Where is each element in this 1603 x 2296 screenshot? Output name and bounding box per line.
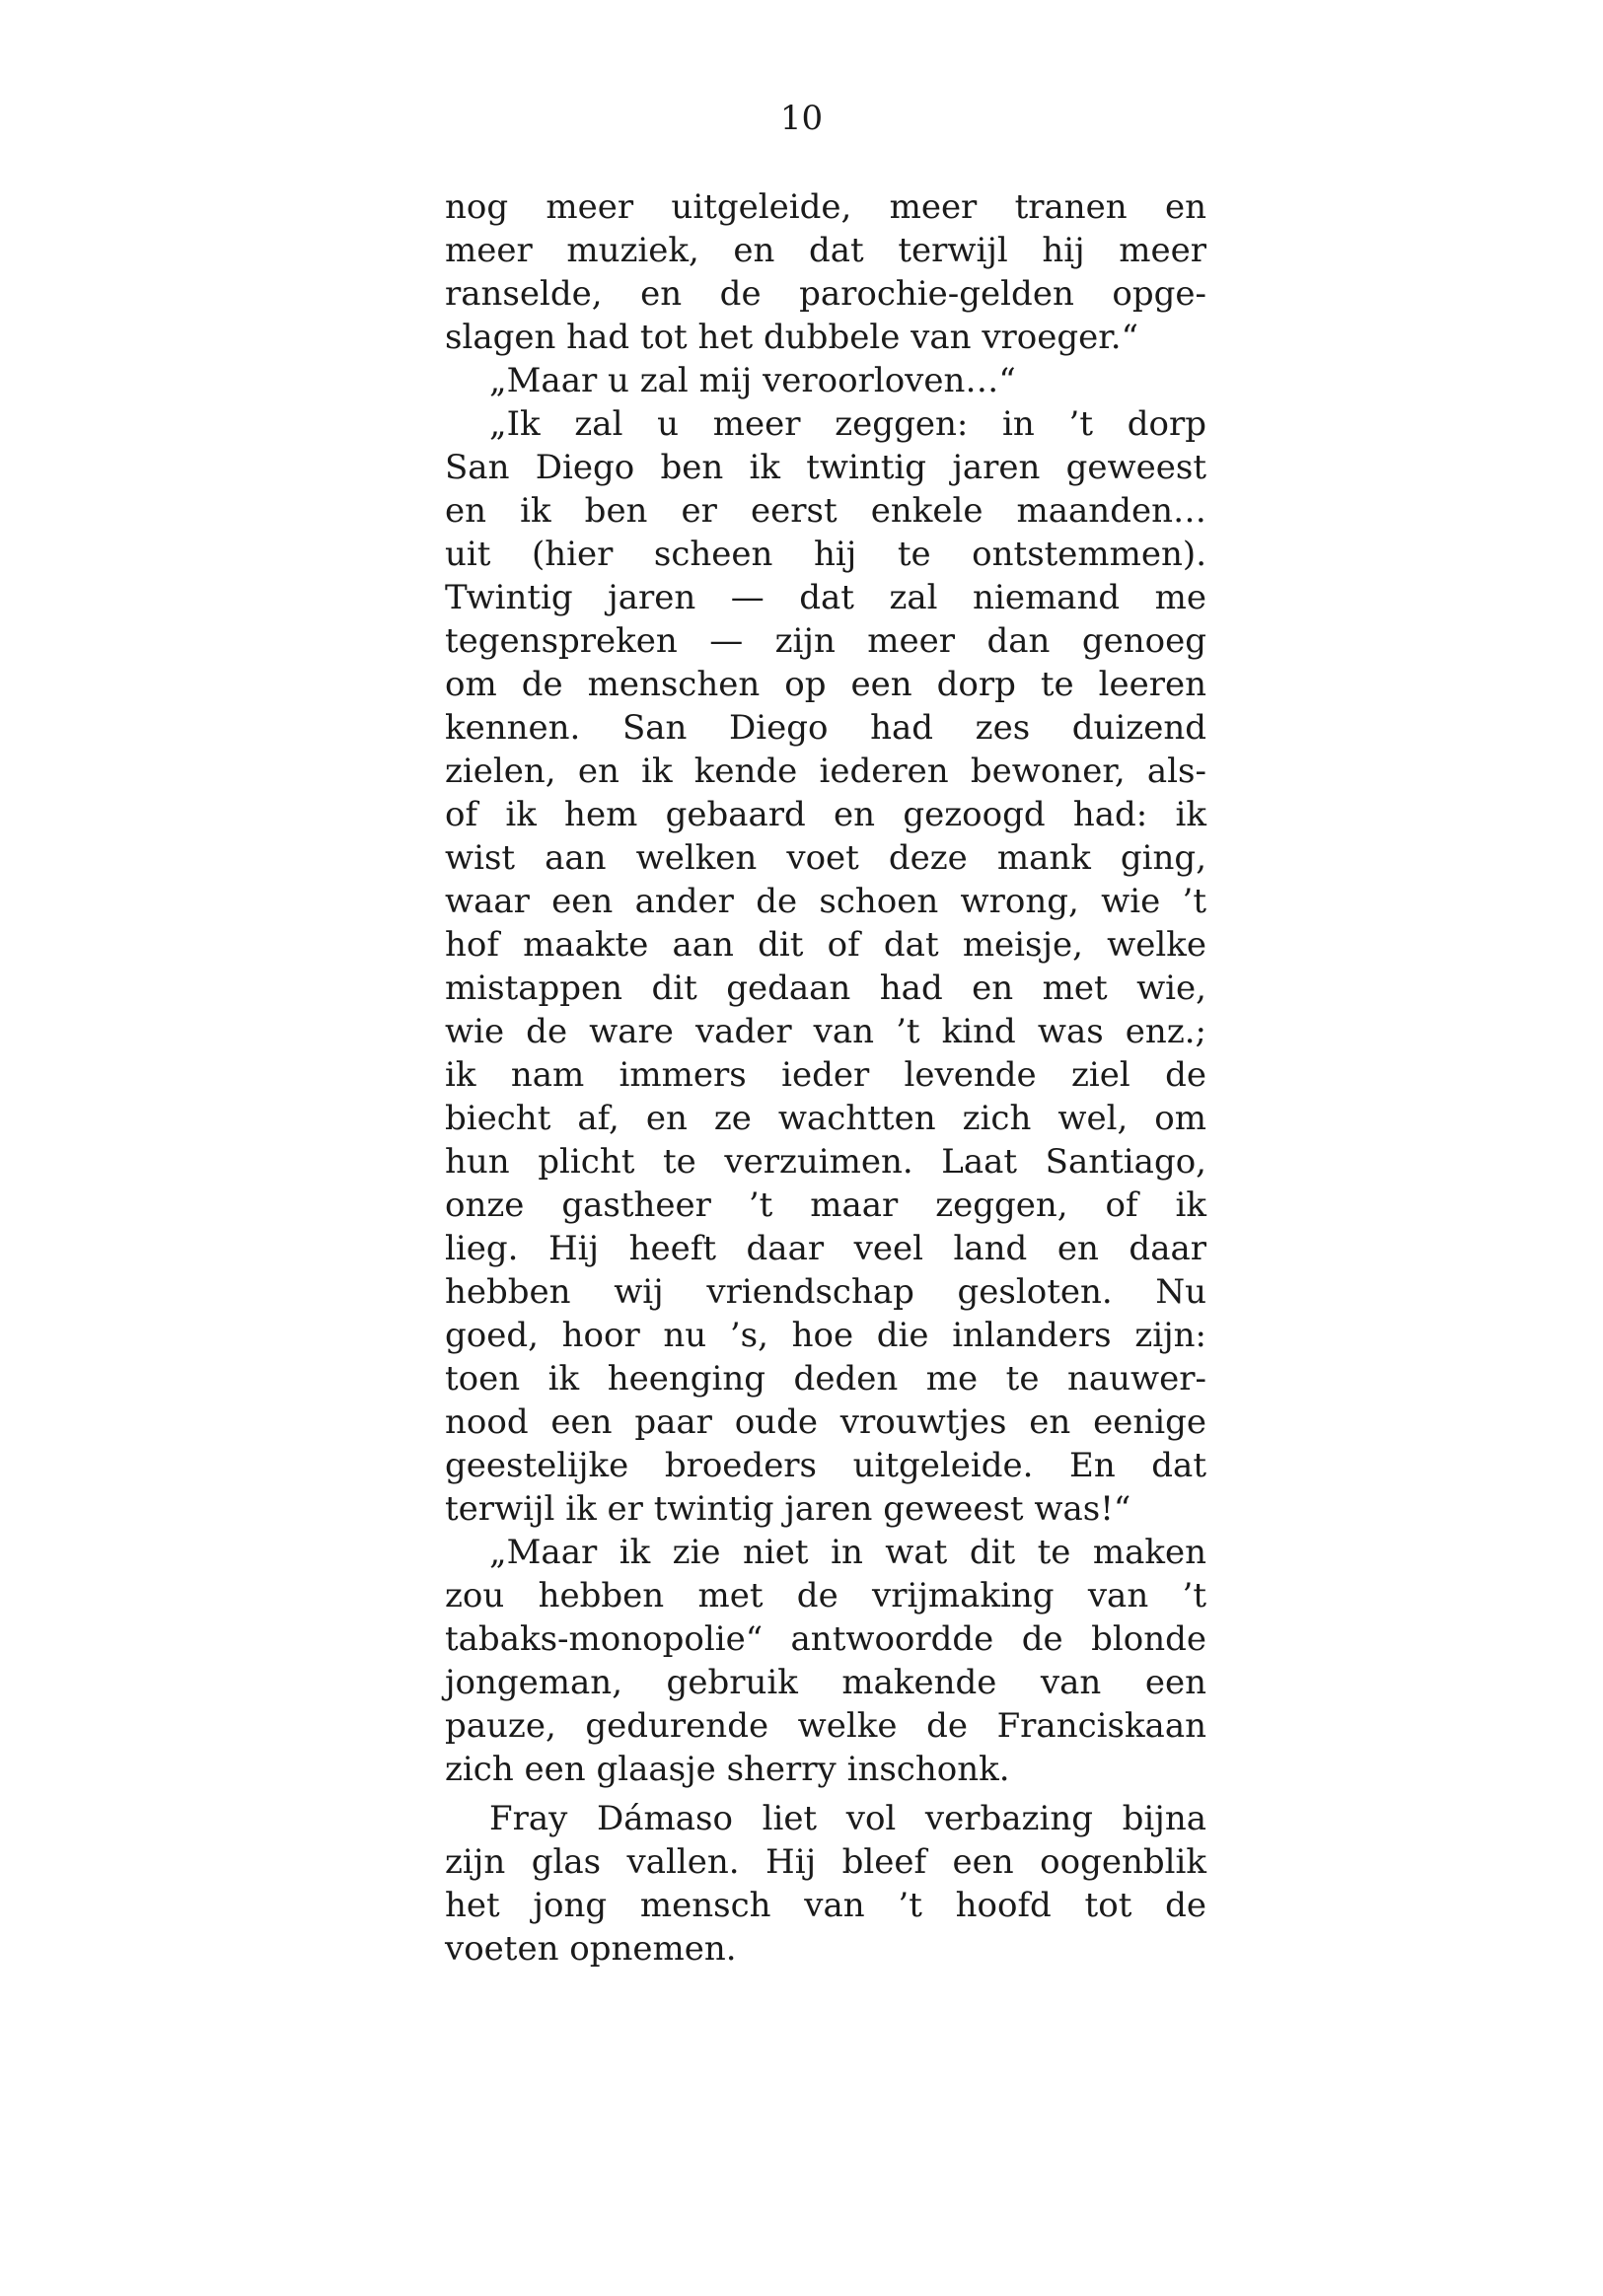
- text-line: waar een ander de schoen wrong, wie ’t: [445, 882, 1206, 921]
- text-line: terwijl ik er twintig jaren geweest was!“: [445, 1489, 1131, 1529]
- text-line: goed, hoor nu ’s, hoe die inlanders zijn:: [445, 1316, 1206, 1355]
- text-line: tegenspreken — zijn meer dan genoeg: [445, 621, 1206, 661]
- text-line: om de menschen op een dorp te leeren: [445, 665, 1206, 704]
- text-line: zou hebben met de vrijmaking van ’t: [445, 1576, 1206, 1615]
- text-line: jongeman, gebruik makende van een: [445, 1663, 1206, 1702]
- text-line: hof maakte aan dit of dat meisje, welke: [445, 925, 1206, 965]
- text-line: Fray Dámaso liet vol verbazing bijna: [489, 1799, 1206, 1838]
- text-line: toen ik heenging deden me te nauwer-: [445, 1359, 1206, 1399]
- text-line: San Diego ben ik twintig jaren geweest: [445, 448, 1206, 487]
- text-line: ik nam immers ieder levende ziel de: [445, 1055, 1206, 1095]
- text-line: nog meer uitgeleide, meer tranen en: [445, 187, 1206, 227]
- text-line: geestelijke broeders uitgeleide. En dat: [445, 1446, 1206, 1485]
- text-line: biecht af, en ze wachtten zich wel, om: [445, 1099, 1206, 1138]
- text-line: zich een glaasje sherry inschonk.: [445, 1750, 1010, 1789]
- text-line: hun plicht te verzuimen. Laat Santiago,: [445, 1142, 1206, 1182]
- text-line: „Maar u zal mij veroorloven…“: [489, 361, 1016, 400]
- text-line: lieg. Hij heeft daar veel land en daar: [445, 1229, 1206, 1268]
- text-line: „Maar ik zie niet in wat dit te maken: [489, 1533, 1206, 1572]
- text-line: wist aan welken voet deze mank ging,: [445, 838, 1206, 878]
- text-line: onze gastheer ’t maar zeggen, of ik: [445, 1185, 1206, 1225]
- text-line: of ik hem gebaard en gezoogd had: ik: [445, 795, 1206, 834]
- page-number: 10: [779, 99, 824, 138]
- text-line: zielen, en ik kende iederen bewoner, als-: [445, 752, 1206, 791]
- text-line: hebben wij vriendschap gesloten. Nu: [445, 1272, 1206, 1312]
- text-line: nood een paar oude vrouwtjes en eenige: [445, 1402, 1206, 1442]
- text-line: meer muziek, en dat terwijl hij meer: [445, 231, 1206, 270]
- text-line: tabaks-monopolie“ antwoordde de blonde: [445, 1619, 1206, 1659]
- text-line: mistappen dit gedaan had en met wie,: [445, 969, 1206, 1008]
- text-line: ranselde, en de parochie-gelden opge-: [445, 274, 1206, 314]
- text-line: wie de ware vader van ’t kind was enz.;: [445, 1012, 1206, 1051]
- text-line: pauze, gedurende welke de Franciskaan: [445, 1706, 1206, 1746]
- text-line: Twintig jaren — dat zal niemand me: [445, 578, 1206, 617]
- text-line: „Ik zal u meer zeggen: in ’t dorp: [489, 404, 1206, 444]
- text-line: kennen. San Diego had zes duizend: [445, 708, 1206, 748]
- text-line: voeten opnemen.: [445, 1929, 737, 1969]
- text-line: slagen had tot het dubbele van vroeger.“: [445, 318, 1138, 357]
- text-line: en ik ben er eerst enkele maanden…: [445, 491, 1206, 531]
- text-line: het jong mensch van ’t hoofd tot de: [445, 1886, 1206, 1925]
- text-line: uit (hier scheen hij te ontstemmen).: [445, 535, 1206, 574]
- text-column: [445, 185, 1206, 1971]
- text-line: zijn glas vallen. Hij bleef een oogenblik: [445, 1842, 1206, 1882]
